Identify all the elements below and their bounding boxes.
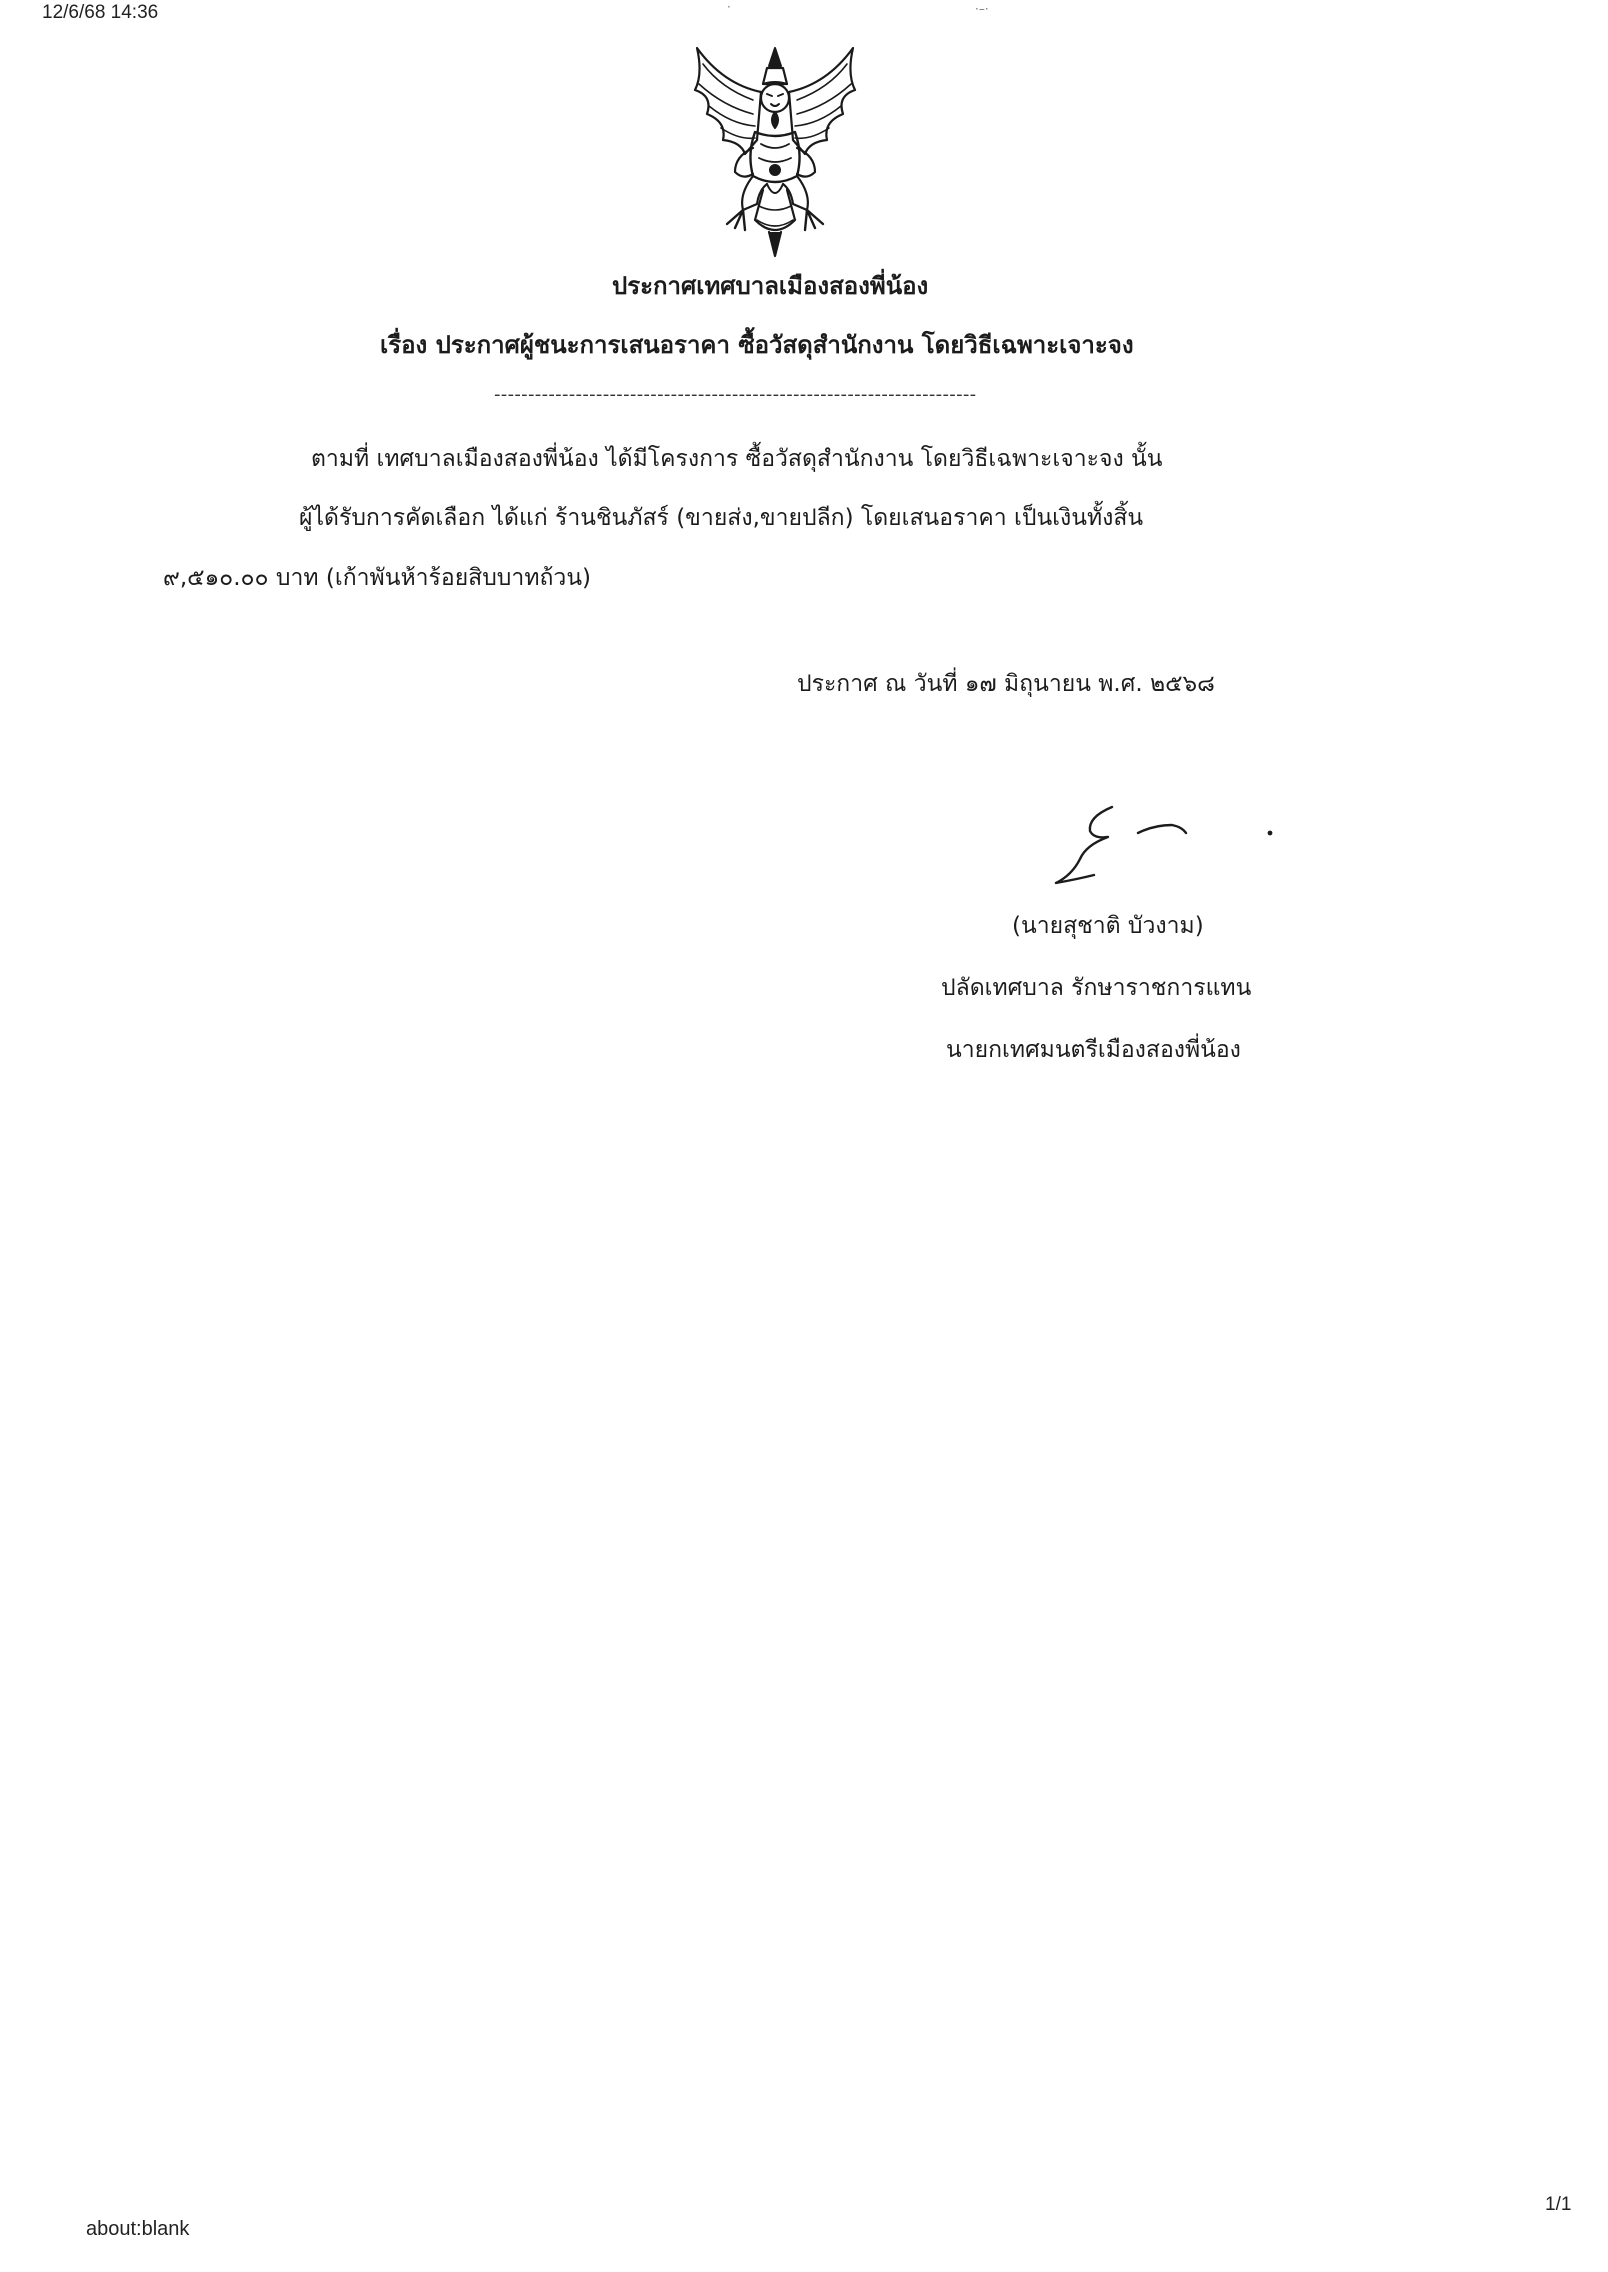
announcement-subject: เรื่อง ประกาศผู้ชนะการเสนอราคา ซื้อวัสดุสำนักงาน โดยวิธีเฉพาะเจาะจง [380,331,1134,359]
body-paragraph-line: ๙,๕๑๐.๐๐ บาท (เก้าพันห้าร้อยสิบบาทถ้วน) [163,565,592,591]
announcement-date: ประกาศ ณ วันที่ ๑๗ มิถุนายน พ.ศ. ๒๕๖๘ [797,671,1215,697]
scan-speck: · [727,0,731,14]
signatory-position: นายกเทศมนตรีเมืองสองพี่น้อง [946,1037,1241,1063]
garuda-emblem-icon [683,44,868,260]
print-header-datetime: 12/6/68 14:36 [42,2,159,23]
title-separator: ----------------------------------------------------------------------- [494,384,977,405]
body-paragraph-line: ตามที่ เทศบาลเมืองสองพี่น้อง ได้มีโครงการ ซื้อวัสดุสำนักงาน โดยวิธีเฉพาะเจาะจง นั้น [311,446,1163,472]
print-footer-page-indicator: 1/1 [1545,2194,1572,2215]
signatory-position: ปลัดเทศบาล รักษาราชการแทน [941,975,1252,1001]
signatory-name: (นายสุชาติ บัวงาม) [1012,913,1204,939]
issuer-title: ประกาศเทศบาลเมืองสองพี่น้อง [612,272,929,300]
print-footer-url: about:blank [86,2218,190,2240]
body-paragraph-line: ผู้ได้รับการคัดเลือก ได้แก่ ร้านชินภัสร์ (ขายส่ง,ขายปลีก) โดยเสนอราคา เป็นเงินทั้งสิ้น [299,505,1144,531]
scan-speck: ·–· [975,2,989,16]
handwritten-signature [1050,795,1290,895]
